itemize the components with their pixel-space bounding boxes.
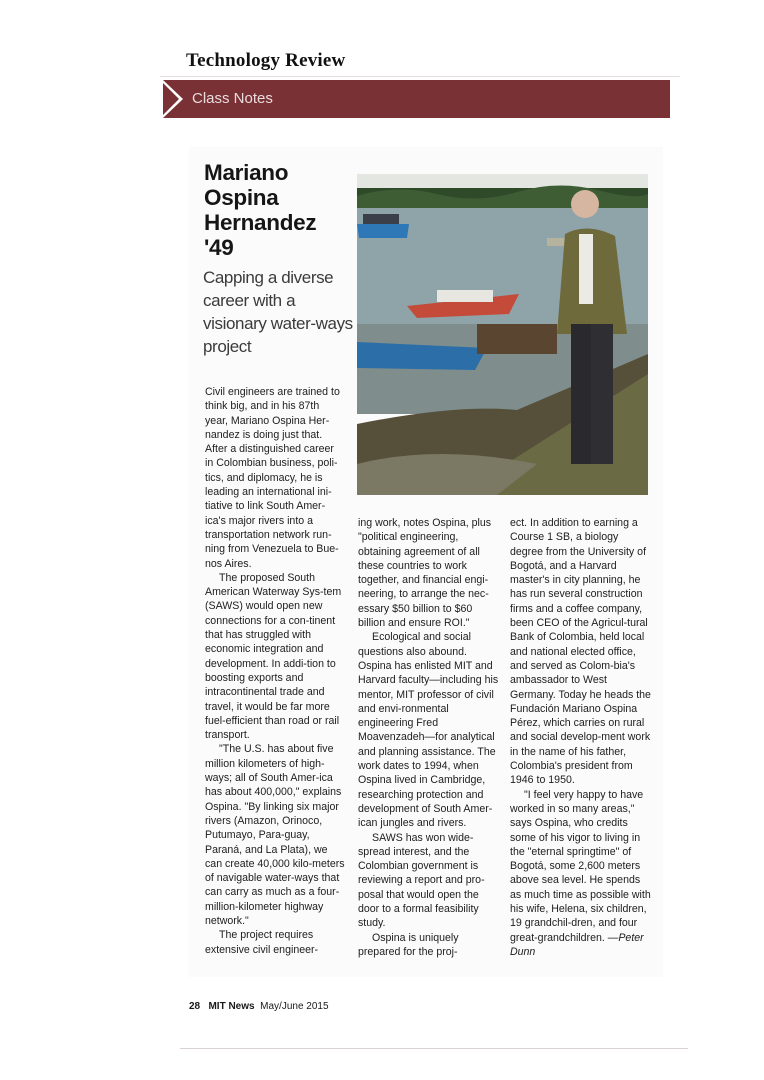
article-deck: Capping a diverse career with a visionary water-ways project	[203, 268, 353, 356]
paragraph: ing work, notes Ospina, plus "political engineering, obtaining agreement of all these countries to work together, and financial engi-neering, to arrange the nec-essary $50 billion to $60 billion and ensure ROI."	[358, 517, 492, 630]
article-column-3	[510, 516, 652, 959]
paragraph: Ospina is uniquely prepared for the proj-	[358, 931, 459, 958]
section-label: Class Notes	[192, 90, 273, 107]
page-number: 28	[189, 1001, 201, 1012]
scan-edge-line	[180, 1048, 688, 1049]
scan-edge-line	[160, 76, 680, 77]
article-photo	[357, 174, 648, 495]
paragraph: The project requires extensive civil engineer-	[205, 929, 319, 956]
section-banner	[163, 80, 670, 118]
publication-name: MIT News	[208, 1001, 255, 1012]
paragraph: The proposed South American Waterway Sys-tem (SAWS) would open new connections for a con-tinent that has struggled with economic integration and development. In addi-tion to boosting exports and intracontinental trade and travel, it would be far more fuel-efficient than road or rail transport.	[205, 571, 342, 742]
paragraph: Civil engineers are trained to think big, and in his 87th year, Mariano Ospina Her-nandez is doing just that. After a distinguished career in Colombian business, poli-tics, and diplomacy, he is leading an international ini-tiative to link South Amer-ica's major rivers into a transportation network run-ning from Venezuela to Bue-nos Aires.	[205, 386, 340, 570]
paragraph: "The U.S. has about five million kilometers of high-ways; all of South Amer-ica has about 400,000," explains Ospina. "By linking six major rivers (Amazon, Orinoco, Putumayo, Para-guay, Paraná, and La Plata), we can create 40,000 kilo-meters of navigable water-ways that can carry as much as a four-million-kilometer highway network."	[205, 743, 345, 927]
article-title: Mariano Ospina Hernandez '49	[204, 160, 317, 260]
byline: —Peter Dunn	[510, 931, 644, 958]
masthead: Technology Review	[186, 50, 346, 71]
article-column-2	[358, 516, 500, 959]
paragraph: SAWS has won wide-spread interest, and the Colombian government is reviewing a report and pro-posal that would open the door to a formal feasibility study.	[358, 831, 485, 930]
paragraph-text: "I feel very happy to have worked in so many areas," says Ospina, who credits some of his vigor to living in the "eternal springtime" of Bogotá, some 2,600 meters above sea level. He spends as much time as possible with his wife, Helena, six children, 19 grandchil-dren, and four great-grandchildren.	[510, 788, 651, 944]
paragraph	[510, 788, 652, 960]
paragraph: ect. In addition to earning a Course 1 SB, a biology degree from the University of Bogotá, and a Harvard master's in city planning, he has run several construction firms and a coffee company, been CEO of the Agricul-tural Bank of Colombia, held local and national elected office, and served as Colom-bia's ambassador to West Germany. Today he heads the Fundación Mariano Ospina Pérez, which carries on rural and social develop-ment work in the name of his father, Colombia's president from 1946 to 1950.	[510, 517, 651, 787]
article-column-1	[205, 385, 345, 957]
paragraph: Ecological and social questions also abound. Ospina has enlisted MIT and Harvard faculty—including his mentor, MIT professor of civil and envi-ronmental engineering Fred Moavenzadeh—for analytical and planning assistance. The work dates to 1994, when Ospina lived in Cambridge, researching protection and development of South Amer-ican jungles and rivers.	[358, 631, 499, 830]
issue-date: May/June 2015	[260, 1001, 329, 1012]
page-footer	[189, 1001, 329, 1012]
